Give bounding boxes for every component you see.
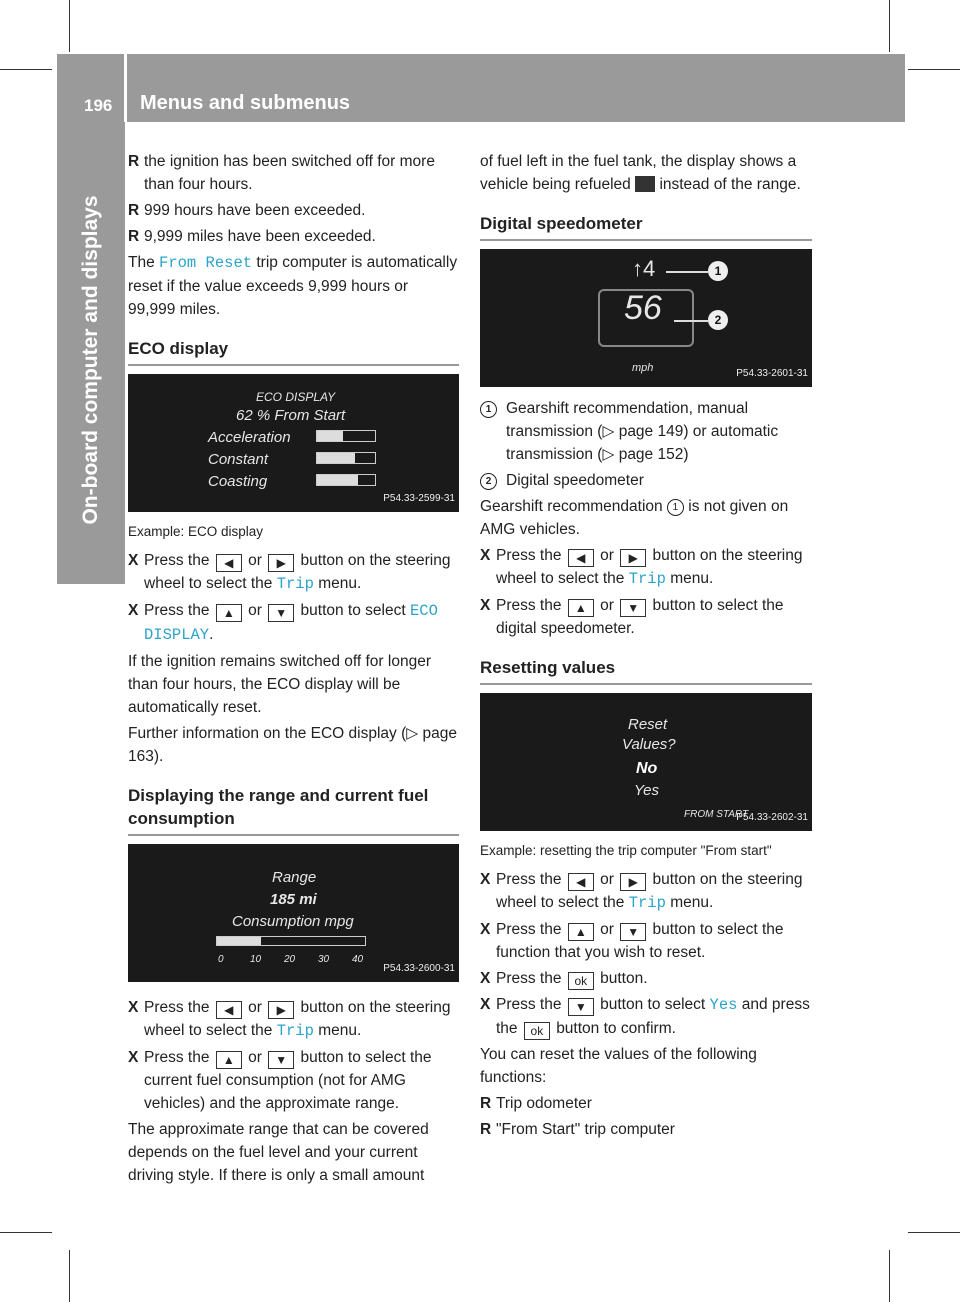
legend-item: 2 Digital speedometer: [480, 469, 812, 492]
callout-line: [666, 271, 708, 273]
step: X Press the ◀ or ▶ button on the steering wheel to select the Trip menu.: [128, 552, 451, 593]
eco-bar: [316, 430, 376, 442]
eco-bar: [316, 474, 376, 486]
step: X Press the ◀ or ▶ button on the steering wheel to select the Trip menu.: [480, 547, 803, 588]
step: X Press the ▲ or ▼ button to select the current fuel consumption (not for AMG vehicles) and the approximate range.: [128, 1049, 432, 1112]
list-item: R the ignition has been switched off for more than four hours.: [128, 153, 435, 193]
legend-item: 1 Gearshift recommendation, manual transmission (▷ page 149) or automatic transmission (▷ page 152): [480, 397, 812, 466]
list-item: R Trip odometer: [480, 1095, 592, 1112]
right-column: [480, 150, 812, 1144]
crop-mark: [908, 1232, 960, 1233]
left-column: [128, 150, 459, 1190]
crop-mark: [908, 69, 960, 70]
step: X Press the ▼ button to select Yes and press the ok button to confirm.: [480, 996, 810, 1038]
step: X Press the ◀ or ▶ button on the steering wheel to select the Trip menu.: [128, 999, 451, 1040]
list-item: R "From Start" trip computer: [480, 1121, 675, 1138]
side-tab-label: On-board computer and displays: [79, 195, 102, 525]
step: X Press the ▲ or ▼ button to select the digital speedometer.: [480, 597, 784, 637]
range-display-image: Range 185 mi Consumption mpg 0 10 20 30 40 P54.33-2600-31: [128, 844, 459, 982]
crop-mark: [0, 1232, 52, 1233]
step: X Press the ◀ or ▶ button on the steering wheel to select the Trip menu.: [480, 871, 803, 912]
eco-display-image: ECO DISPLAY 62 % From Start Acceleration Constant Coasting P54.33-2599-31: [128, 374, 459, 512]
crop-mark: [69, 0, 70, 52]
crop-mark: [889, 1250, 890, 1302]
section-heading-reset: Resetting values: [480, 656, 812, 685]
fuel-pump-icon: [635, 176, 655, 192]
paragraph: The approximate range that can be covered depends on the fuel level and your current driving style. If there is only a small amount: [128, 1121, 429, 1184]
section-heading-range: Displaying the range and current fuel consumption: [128, 784, 459, 836]
speedometer-image: ↑4 56 mph 1 2 P54.33-2601-31: [480, 249, 812, 387]
crop-mark: [889, 0, 890, 52]
paragraph: The From Reset trip computer is automatically reset if the value exceeds 9,999 hours or 99,999 miles.: [128, 254, 458, 318]
reset-display-image: Reset Values? No Yes FROM START P54.33-2602-31: [480, 693, 812, 831]
section-heading-eco: ECO display: [128, 337, 459, 366]
section-heading-speedometer: Digital speedometer: [480, 212, 812, 241]
callout-1: 1: [708, 261, 728, 281]
paragraph: of fuel left in the fuel tank, the display shows a vehicle being refueled instead of the range.: [480, 153, 801, 193]
page-title: Menus and submenus: [140, 92, 351, 114]
list-item: R 999 hours have been exceeded.: [128, 202, 366, 219]
paragraph: You can reset the values of the following functions:: [480, 1046, 757, 1086]
eco-bar: [316, 452, 376, 464]
image-caption: Example: ECO display: [128, 524, 264, 539]
callout-line: [674, 320, 708, 322]
fuel-bar: [216, 936, 366, 946]
paragraph: If the ignition remains switched off for longer than four hours, the ECO display will be automatically reset.: [128, 653, 431, 716]
crop-mark: [69, 1250, 70, 1302]
list-item: R 9,999 miles have been exceeded.: [128, 228, 376, 245]
image-caption: Example: resetting the trip computer "From start": [480, 843, 772, 858]
page-number: 196: [84, 96, 113, 115]
header-separator: [124, 54, 127, 122]
step: X Press the ▲ or ▼ button to select ECO DISPLAY.: [128, 602, 438, 644]
paragraph: Further information on the ECO display (▷ page 163).: [128, 725, 457, 765]
callout-2: 2: [708, 310, 728, 330]
crop-mark: [0, 69, 52, 70]
paragraph: Gearshift recommendation 1 is not given on AMG vehicles.: [480, 498, 789, 538]
step: X Press the ok button.: [480, 970, 648, 988]
step: X Press the ▲ or ▼ button to select the function that you wish to reset.: [480, 921, 784, 961]
